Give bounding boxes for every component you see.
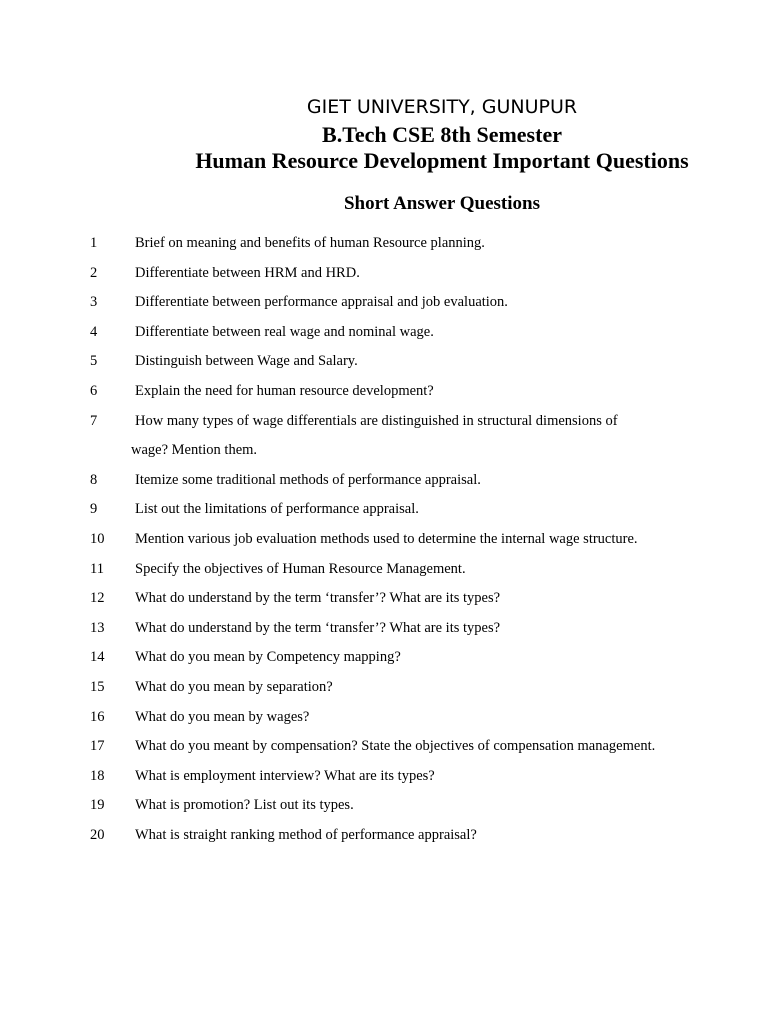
question-number: 12 <box>90 590 105 607</box>
question-number: 5 <box>90 353 98 370</box>
question-item <box>0 646 768 676</box>
question-number: 19 <box>90 797 105 814</box>
question-item <box>0 469 768 499</box>
question-item <box>0 291 768 321</box>
question-text: What do you mean by wages? <box>135 708 310 725</box>
question-item <box>0 824 768 854</box>
question-text: What do understand by the term ‘transfer’? What are its types? <box>135 619 501 636</box>
university-title: GIET UNIVERSITY, GUNUPUR <box>306 96 578 118</box>
section-heading: Short Answer Questions <box>343 193 540 214</box>
question-number: 20 <box>90 826 105 843</box>
question-item <box>0 262 768 292</box>
question-text-continuation: wage? Mention them. <box>131 442 258 459</box>
question-text: What do understand by the term ‘transfer’? What are its types? <box>135 590 501 607</box>
question-text: Explain the need for human resource development? <box>135 382 434 399</box>
question-number: 13 <box>90 619 105 636</box>
question-continuation <box>0 439 768 469</box>
question-number: 3 <box>90 294 98 311</box>
question-text: Differentiate between HRM and HRD. <box>135 264 360 281</box>
question-item <box>0 321 768 351</box>
question-item <box>0 706 768 736</box>
question-item <box>0 794 768 824</box>
subject-title: Human Resource Development Important Questions <box>195 148 689 173</box>
question-number: 14 <box>90 649 105 666</box>
question-text: What is employment interview? What are its types? <box>135 767 435 784</box>
question-item <box>0 350 768 380</box>
question-text: Mention various job evaluation methods used to determine the internal wage structure. <box>135 530 638 547</box>
question-text: List out the limitations of performance appraisal. <box>135 501 419 518</box>
question-item <box>0 587 768 617</box>
question-item <box>0 380 768 410</box>
question-text: What do you mean by Competency mapping? <box>135 649 401 666</box>
question-number: 8 <box>90 471 98 488</box>
question-item <box>0 765 768 795</box>
question-number: 9 <box>90 501 98 518</box>
question-number: 16 <box>90 708 105 725</box>
question-number: 7 <box>90 412 98 429</box>
question-number: 11 <box>90 560 104 577</box>
question-text: What is straight ranking method of performance appraisal? <box>135 826 477 843</box>
question-number: 10 <box>90 530 105 547</box>
question-number: 15 <box>90 678 105 695</box>
question-list <box>0 232 768 853</box>
question-number: 2 <box>90 264 98 281</box>
question-text: How many types of wage differentials are distinguished in structural dimensions of <box>135 412 618 429</box>
question-item <box>0 676 768 706</box>
question-item <box>0 410 768 440</box>
question-item <box>0 498 768 528</box>
question-text: Itemize some traditional methods of performance appraisal. <box>135 471 481 488</box>
question-number: 1 <box>90 235 98 251</box>
question-text: Brief on meaning and benefits of human Resource planning. <box>135 235 485 251</box>
question-text: Differentiate between real wage and nominal wage. <box>135 323 434 340</box>
question-text: What do you meant by compensation? State the objectives of compensation management. <box>135 738 656 755</box>
question-text: Distinguish between Wage and Salary. <box>135 353 358 370</box>
question-item <box>0 528 768 558</box>
question-text: What is promotion? List out its types. <box>135 797 354 814</box>
question-text: Differentiate between performance appraisal and job evaluation. <box>135 294 508 311</box>
question-item <box>0 558 768 588</box>
question-number: 18 <box>90 767 105 784</box>
course-title: B.Tech CSE 8th Semester <box>322 122 562 147</box>
question-number: 6 <box>90 382 98 399</box>
question-number: 4 <box>90 323 98 340</box>
question-text: What do you mean by separation? <box>135 678 333 695</box>
question-number: 17 <box>90 738 105 755</box>
question-text: Specify the objectives of Human Resource Management. <box>135 560 466 577</box>
question-item <box>0 617 768 647</box>
question-item <box>0 735 768 765</box>
question-item <box>0 232 768 262</box>
